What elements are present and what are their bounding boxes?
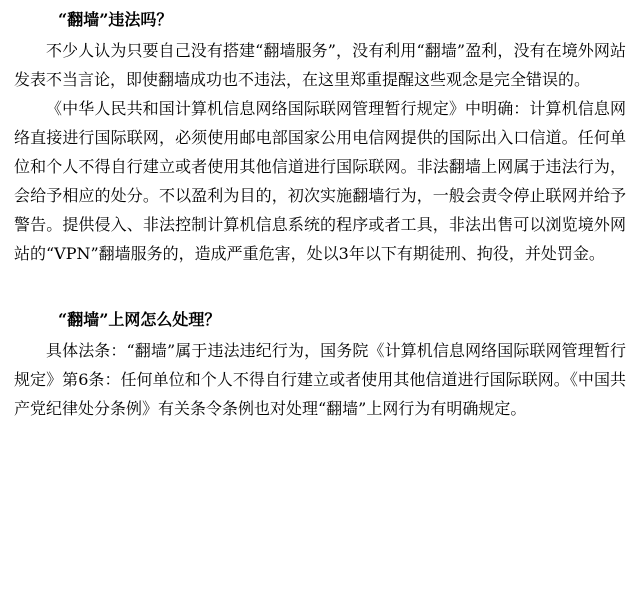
section-is-vpn-illegal — [14, 8, 626, 268]
section-heading: “翻墙”上网怎么处理？ — [58, 310, 221, 329]
paragraph: 不少人认为只要自己没有搭建“翻墙服务”，没有利用“翻墙”盈利，没有在境外网站发表不当言论，即使翻墙成功也不违法，在这里郑重提醒这些观念是完全错误的。 — [14, 41, 626, 89]
section-how-handled — [14, 308, 626, 423]
paragraph: 《中华人民共和国计算机信息网络国际联网管理暂行规定》中明确：计算机信息网络直接进行国际联网，必须使用邮电部国家公用电信网提供的国际出入口信道。任何单位和个人不得自行建立或者使用其他信道进行国际联网。非法翻墙上网属于违法行为，会给予相应的处分。不以盈利为目的，初次实施翻墙行为，一般会责令停止联网并给予警告。提供侵入、非法控制计算机信息系统的程序或者工具，非法出售可以浏览境外网站的“VPN”翻墙服务的，造成严重危害，处以3年以下有期徒刑、拘役，并处罚金。 — [14, 99, 626, 263]
paragraph: 具体法条：“翻墙”属于违法违纪行为，国务院《计算机信息网络国际联网管理暂行规定》第6条：任何单位和个人不得自行建立或者使用其他信道进行国际联网。《中国共产党纪律处分条例》有关条令条例也对处理“翻墙”上网行为有明确规定。 — [14, 341, 626, 418]
section-heading: “翻墙”违法吗？ — [58, 10, 173, 29]
